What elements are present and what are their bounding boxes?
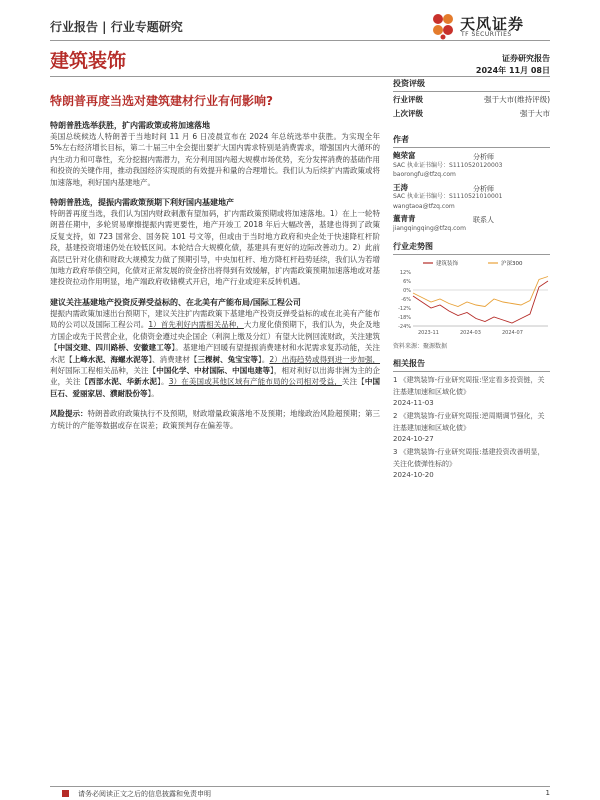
footer-marker-icon bbox=[62, 790, 69, 797]
top-bar bbox=[50, 12, 550, 42]
report-kind: 证券研究报告 bbox=[502, 54, 550, 63]
x-tick-label: 2024-03 bbox=[460, 330, 481, 336]
footer-disclaimer: 请务必阅读正文之后的信息披露和免责申明 bbox=[78, 790, 211, 798]
header-divider bbox=[50, 40, 550, 41]
risk-label: 风险提示： bbox=[50, 409, 88, 419]
series-line bbox=[413, 277, 548, 307]
report-type: 行业报告 | 行业专题研究 bbox=[50, 20, 183, 34]
highlight-point: 1）首先利好内需相关品种， bbox=[148, 320, 244, 330]
logo-mark-icon bbox=[430, 12, 456, 40]
author-name: 王涛 bbox=[393, 182, 408, 192]
highlight-point: 3）在美国或其他区域有产能布局的公司相对受益， bbox=[168, 377, 342, 387]
text-run: 】。 bbox=[157, 377, 169, 387]
rating-value: 强于大市(维持评级) bbox=[484, 95, 550, 104]
logo-text-en: TF SECURITIES bbox=[461, 31, 512, 38]
author-role: 分析师 bbox=[473, 184, 494, 193]
highlight-stock: 中国化学、中材国际、中国电建等 bbox=[156, 365, 271, 375]
section-heading: 特朗普胜选举获胜，扩内需政策或将加速落地 bbox=[50, 121, 210, 130]
risk-warning bbox=[50, 408, 380, 431]
related-report-date: 2024-10-20 bbox=[393, 471, 434, 479]
main-content bbox=[50, 120, 380, 431]
author-name: 董青青 bbox=[393, 214, 416, 223]
y-tick-label: -12% bbox=[398, 306, 411, 312]
x-tick-label: 2023-11 bbox=[418, 330, 439, 336]
author-entry bbox=[393, 183, 550, 212]
rating-label: 行业评级 bbox=[393, 95, 423, 104]
related-report-title[interactable]: 1 《建筑装饰-行业研究周报:坚定看多投资链，关注基建加速和区域化债》 bbox=[393, 376, 545, 396]
related-report-date: 2024-10-27 bbox=[393, 435, 434, 443]
section-heading: 建议关注基建地产投资反弹受益标的、在北美有产能布局/国际工程公司 bbox=[50, 297, 301, 307]
highlight-point: 2）出海趋势或得到进一步加强， bbox=[269, 354, 381, 364]
related-report-title[interactable]: 3 《建筑装饰-行业研究周报:基建投资改善明显，关注化债弹性标的》 bbox=[393, 448, 545, 468]
text-run: 】，相对利好以出海非洲为主的企业，关注【 bbox=[50, 365, 381, 387]
legend-label: 沪深300 bbox=[501, 261, 523, 267]
trend-heading: 行业走势图 bbox=[393, 241, 550, 255]
author-email[interactable]: wangtaoa@tfzq.com bbox=[393, 202, 455, 210]
y-tick-label: -6% bbox=[401, 297, 411, 303]
section-body-rich bbox=[50, 308, 380, 399]
highlight-stock: 上峰水泥、海螺水泥等 bbox=[72, 354, 149, 364]
chart-source: 资料来源：聚源数据 bbox=[393, 343, 448, 350]
logo-text-cn: 天风证券 bbox=[460, 15, 525, 33]
last-rating-value: 强于大市 bbox=[520, 109, 550, 118]
related-report-title[interactable]: 2 《建筑装饰-行业研究周报:逆周期调节强化，关注基建加速和区域化债》 bbox=[393, 412, 545, 432]
highlight-stock: 中国巨石、爱丽家居、濮耐股份等 bbox=[50, 377, 381, 398]
author-role: 联系人 bbox=[473, 216, 494, 224]
y-tick-label: -24% bbox=[398, 324, 411, 330]
author-cert: SAC 执业证书编号：S1110520120003 bbox=[393, 161, 503, 169]
text-run: 】。 bbox=[147, 388, 159, 398]
text-run: 】、消费建材【 bbox=[148, 354, 198, 364]
author-email[interactable]: baorongfu@tfzq.com bbox=[393, 171, 456, 178]
report-title: 特朗普再度当选对建筑建材行业有何影响? bbox=[50, 94, 273, 108]
trend-chart-svg bbox=[393, 258, 550, 338]
author-cert: SAC 执业证书编号：S1110521010001 bbox=[393, 193, 503, 200]
related-heading: 相关报告 bbox=[393, 358, 550, 372]
text-run: 】。 bbox=[258, 354, 270, 364]
author-email[interactable]: jiangqingqing@tfzq.com bbox=[393, 224, 466, 232]
section-body: 美国总统候选人特朗普于当地时间 11 月 6 日凌晨宣布在 2024 年总统选举中获胜。为实现全年 5%左右经济增长目标，第二十届三中全会提出要扩大国内需求特别是消费需求，增强国内大循环的内生动力和可靠性，充分挖掘内需潜力，充分利用国内超大规模市场优势，充分发挥消费的基础作用和投资的关键作用，推动我国经济实现质的有效提升和量的合理增长。我们认为后续扩内需政策或将加速落地，利好国内基建地产。 bbox=[50, 132, 380, 187]
risk-text: 特朗普政府政策执行不及预期，财政增量政策落地不及预期；地缘政治风险超预期；第三方统计的产能等数据或存在误差；政策预判存在偏差等。 bbox=[50, 409, 380, 430]
last-rating-row bbox=[393, 108, 550, 120]
page-number: 1 bbox=[545, 789, 550, 797]
highlight-stock: 西部水泥、华新水泥 bbox=[88, 377, 158, 387]
y-tick-label: -18% bbox=[398, 315, 411, 321]
y-tick-label: 12% bbox=[399, 270, 411, 276]
related-report-date: 2024-11-03 bbox=[393, 399, 434, 407]
footer-divider bbox=[50, 786, 550, 787]
industry-name: 建筑装饰 bbox=[50, 50, 127, 72]
y-tick-label: 6% bbox=[403, 279, 411, 285]
author-role: 分析师 bbox=[473, 153, 494, 161]
rating-heading: 投资评级 bbox=[393, 78, 550, 92]
company-logo bbox=[430, 12, 550, 42]
last-rating-label: 上次评级 bbox=[393, 109, 423, 118]
text-run: 利好国际工程相关品种，关注【 bbox=[50, 365, 157, 375]
text-run: 提振内需政策加速出台预期下，建议关注扩内需政策下基建地产投资反弹受益标的或在北美有产能布局的公司以及国际工程公司。 bbox=[50, 308, 380, 330]
rating-row bbox=[393, 94, 550, 106]
trend-chart bbox=[393, 258, 550, 338]
author-entry bbox=[393, 151, 550, 180]
text-run: 关注【 bbox=[341, 377, 365, 387]
author-entry bbox=[393, 214, 550, 233]
title-divider bbox=[50, 76, 550, 77]
highlight-stock: 中国交建、四川路桥、安徽建工等 bbox=[57, 343, 172, 353]
y-tick-label: 0% bbox=[403, 288, 411, 294]
author-heading: 作者 bbox=[393, 134, 550, 148]
author-name: 鲍荣富 bbox=[393, 151, 416, 160]
x-tick-label: 2024-07 bbox=[502, 330, 523, 336]
section-body: 特朗普再度当选，我们认为国内财政刺激有望加码，扩内需政策预期或将加速落地。1）在上一轮特朗普任期中，多轮贸易摩擦提振内需更要性，地产开竣工 2018 年后大幅改善，基建也得到了政策反复支持，如 723 国常会、国务院 101 号文等，但或由于当时地方政府和央企处于快速降杠杆阶段，基建投资增速仍处在较低区间。本轮结合大规模化债，基建具有更好的边际改善动力。2）此前高层已针对化债和财政大规模发力做了预期引导，中央加杠杆、地方降杠杆趋势延续，我们认为若增加地方政府举债空间，化债对正常发展的资金挤出将得到有效缓解，扩内需政策预期加速落地或对基建投资拉动作用明显，地产端政府收储模式开启，地产行业或迎来反转机遇。 bbox=[50, 209, 380, 287]
section-heading: 特朗普胜选，提振内需政策预期下利好国内基建地产 bbox=[50, 198, 234, 208]
sidebar bbox=[393, 78, 550, 481]
legend-label: 建筑装饰 bbox=[436, 261, 459, 267]
report-date: 2024年 11月 08日 bbox=[475, 66, 550, 75]
highlight-stock: 三棵树、兔宝宝等 bbox=[197, 354, 258, 364]
text-run: 大力度化债预期下，我们认为，央企及地方国企或先于民营企业，化债资金遵过央企国企（利润上缴及分红）有望大比例回流财政，关注建筑【 bbox=[50, 320, 380, 353]
related-reports bbox=[393, 375, 550, 481]
text-run: 】。基建地产回暖有望提振消费建材和水泥需求复苏动能，关注水泥【 bbox=[50, 343, 381, 364]
